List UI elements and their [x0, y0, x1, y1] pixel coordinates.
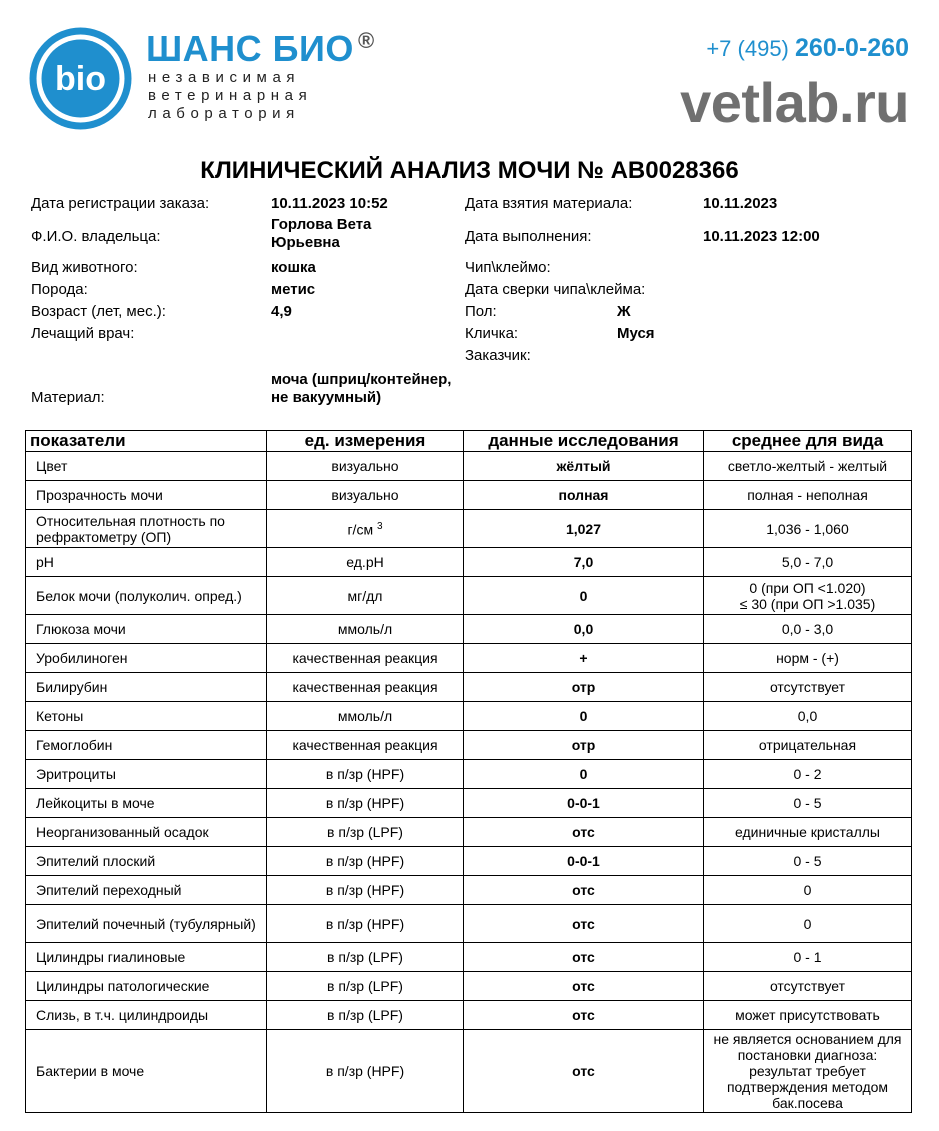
table-row: [26, 818, 912, 847]
row-value: отс: [464, 876, 704, 905]
breed-value: метис: [271, 281, 316, 298]
row-ref: отсутствует: [704, 673, 912, 702]
sample-date-value: 10.11.2023: [703, 195, 778, 212]
row-unit: в п/зр (LPF): [267, 818, 464, 847]
row-name: Уробилиноген: [26, 644, 267, 673]
website: vetlab.ru: [680, 71, 909, 134]
table-row: [26, 1001, 912, 1030]
row-unit: визуально: [267, 452, 464, 481]
customer-label: Заказчик:: [465, 347, 531, 364]
header-result: данные исследования: [464, 431, 704, 452]
species-value: кошка: [271, 259, 316, 276]
table-row: [26, 905, 912, 943]
subtitle-line-3: лаборатория: [148, 105, 300, 122]
table-row: [26, 847, 912, 876]
owner-value: Горлова Вета Юрьевна: [271, 216, 372, 251]
table-row: [26, 972, 912, 1001]
row-value: +: [464, 644, 704, 673]
material-value: моча (шприц/контейнер, не вакуумный): [271, 371, 452, 406]
row-name: pH: [26, 548, 267, 577]
header-parameter: показатели: [26, 431, 267, 452]
row-unit: в п/зр (HPF): [267, 760, 464, 789]
row-ref: 5,0 - 7,0: [704, 548, 912, 577]
row-value: 0-0-1: [464, 847, 704, 876]
table-row: [26, 876, 912, 905]
row-name: Слизь, в т.ч. цилиндроиды: [26, 1001, 267, 1030]
row-value: отс: [464, 1001, 704, 1030]
material-label: Материал:: [31, 389, 105, 406]
row-value: 7,0: [464, 548, 704, 577]
row-unit: качественная реакция: [267, 673, 464, 702]
row-value: полная: [464, 481, 704, 510]
reg-date-value: 10.11.2023 10:52: [271, 195, 388, 212]
row-name: Глюкоза мочи: [26, 615, 267, 644]
phone-prefix: +7 (495): [706, 36, 789, 61]
table-row: [26, 731, 912, 760]
row-unit: ммоль/л: [267, 615, 464, 644]
sex-label: Пол:: [465, 303, 497, 320]
done-date-label: Дата выполнения:: [465, 228, 592, 245]
registered-mark: ®: [357, 28, 375, 53]
table-row: [26, 548, 912, 577]
doctor-label: Лечащий врач:: [31, 325, 135, 342]
age-label: Возраст (лет, мес.):: [31, 303, 166, 320]
row-ref: 0,0: [704, 702, 912, 731]
ref-line-1: 0 (при ОП <1.020): [749, 579, 866, 596]
unit-text: г/см: [347, 521, 374, 538]
row-unit: [267, 510, 464, 548]
row-ref: полная - неполная: [704, 481, 912, 510]
reg-date-label: Дата регистрации заказа:: [31, 195, 210, 212]
row-unit: в п/зр (LPF): [267, 1001, 464, 1030]
row-name: Эритроциты: [26, 760, 267, 789]
row-value: 0-0-1: [464, 789, 704, 818]
row-unit: визуально: [267, 481, 464, 510]
row-ref: 0 - 1: [704, 943, 912, 972]
row-name: Прозрачность мочи: [26, 481, 267, 510]
subtitle-line-1: независимая: [148, 69, 301, 86]
row-name: Цилиндры гиалиновые: [26, 943, 267, 972]
row-ref: отрицательная: [704, 731, 912, 760]
results-table: [25, 430, 912, 1113]
row-name: Белок мочи (полуколич. опред.): [26, 577, 267, 615]
row-value: отс: [464, 905, 704, 943]
row-name: Билирубин: [26, 673, 267, 702]
row-ref: 0: [704, 905, 912, 943]
logo: [28, 26, 133, 131]
pet-name-label: Кличка:: [465, 325, 519, 342]
row-name: Цвет: [26, 452, 267, 481]
row-unit: в п/зр (HPF): [267, 876, 464, 905]
row-ref: 0 - 5: [704, 789, 912, 818]
pet-name-value: Муся: [617, 325, 655, 342]
chip-check-label: Дата сверки чипа\клейма:: [465, 281, 646, 298]
ref-line-2: ≤ 30 (при ОП >1.035): [739, 595, 876, 612]
table-row: [26, 644, 912, 673]
table-row: [26, 481, 912, 510]
row-value: отр: [464, 731, 704, 760]
report-title: КЛИНИЧЕСКИЙ АНАЛИЗ МОЧИ № АВ0028366: [200, 157, 739, 184]
row-value: отс: [464, 972, 704, 1001]
table-row: [26, 943, 912, 972]
row-unit: в п/зр (HPF): [267, 789, 464, 818]
row-value: отр: [464, 673, 704, 702]
sex-value: Ж: [617, 303, 631, 320]
row-ref: норм - (+): [704, 644, 912, 673]
row-ref: не является основанием для постановки диагноза: результат требует подтверждения методом бак.посева: [704, 1030, 912, 1113]
row-ref: 0: [704, 876, 912, 905]
row-name: Бактерии в моче: [26, 1030, 267, 1113]
row-value: 0: [464, 577, 704, 615]
row-ref: может присутствовать: [704, 1001, 912, 1030]
row-value: 1,027: [464, 510, 704, 548]
row-value: 0: [464, 702, 704, 731]
row-ref: единичные кристаллы: [704, 818, 912, 847]
row-value: 0: [464, 760, 704, 789]
row-unit: качественная реакция: [267, 644, 464, 673]
row-ref: 0,0 - 3,0: [704, 615, 912, 644]
row-value: отс: [464, 943, 704, 972]
table-row: [26, 1030, 912, 1113]
row-unit: в п/зр (HPF): [267, 847, 464, 876]
header-reference: среднее для вида: [704, 431, 912, 452]
row-name: Гемоглобин: [26, 731, 267, 760]
species-label: Вид животного:: [31, 259, 138, 276]
row-unit: качественная реакция: [267, 731, 464, 760]
logo-text: bio: [55, 60, 106, 98]
brand-name: ШАНС БИО ®: [146, 28, 375, 69]
phone: [706, 34, 909, 63]
row-unit: ед.pH: [267, 548, 464, 577]
done-date-value: 10.11.2023 12:00: [703, 228, 820, 245]
row-name: Относительная плотность по рефрактометру (ОП): [26, 510, 267, 548]
row-name: Эпителий плоский: [26, 847, 267, 876]
row-name: Неорганизованный осадок: [26, 818, 267, 847]
row-unit: в п/зр (LPF): [267, 943, 464, 972]
breed-label: Порода:: [31, 281, 88, 298]
subtitle-line-2: ветеринарная: [148, 87, 313, 104]
unit-superscript: 3: [376, 521, 383, 533]
row-name: Эпителий переходный: [26, 876, 267, 905]
row-unit: ммоль/л: [267, 702, 464, 731]
row-value: жёлтый: [464, 452, 704, 481]
chip-label: Чип\клеймо:: [465, 259, 551, 276]
age-value: 4,9: [271, 303, 292, 320]
table-row: [26, 615, 912, 644]
row-name: Кетоны: [26, 702, 267, 731]
bio-logo-icon: [28, 26, 133, 131]
row-ref: светло-желтый - желтый: [704, 452, 912, 481]
row-ref: отсутствует: [704, 972, 912, 1001]
row-value: отс: [464, 818, 704, 847]
row-unit: мг/дл: [267, 577, 464, 615]
table-row: [26, 760, 912, 789]
table-row: [26, 452, 912, 481]
row-name: Цилиндры патологические: [26, 972, 267, 1001]
row-unit: в п/зр (LPF): [267, 972, 464, 1001]
table-row: [26, 673, 912, 702]
sample-date-label: Дата взятия материала:: [465, 195, 633, 212]
owner-label: Ф.И.О. владельца:: [31, 228, 161, 245]
row-ref: [704, 577, 912, 615]
table-row: [26, 789, 912, 818]
row-value: отс: [464, 1030, 704, 1113]
row-name: Эпителий почечный (тубулярный): [26, 905, 267, 943]
row-unit: в п/зр (HPF): [267, 905, 464, 943]
row-unit: в п/зр (HPF): [267, 1030, 464, 1113]
table-row: [26, 577, 912, 615]
table-row: [26, 510, 912, 548]
table-header-row: [26, 431, 912, 452]
row-name: Лейкоциты в моче: [26, 789, 267, 818]
phone-number: 260-0-260: [795, 34, 909, 62]
row-value: 0,0: [464, 615, 704, 644]
header-unit: ед. измерения: [267, 431, 464, 452]
row-ref: 0 - 5: [704, 847, 912, 876]
table-row: [26, 702, 912, 731]
row-ref: 0 - 2: [704, 760, 912, 789]
row-ref: 1,036 - 1,060: [704, 510, 912, 548]
